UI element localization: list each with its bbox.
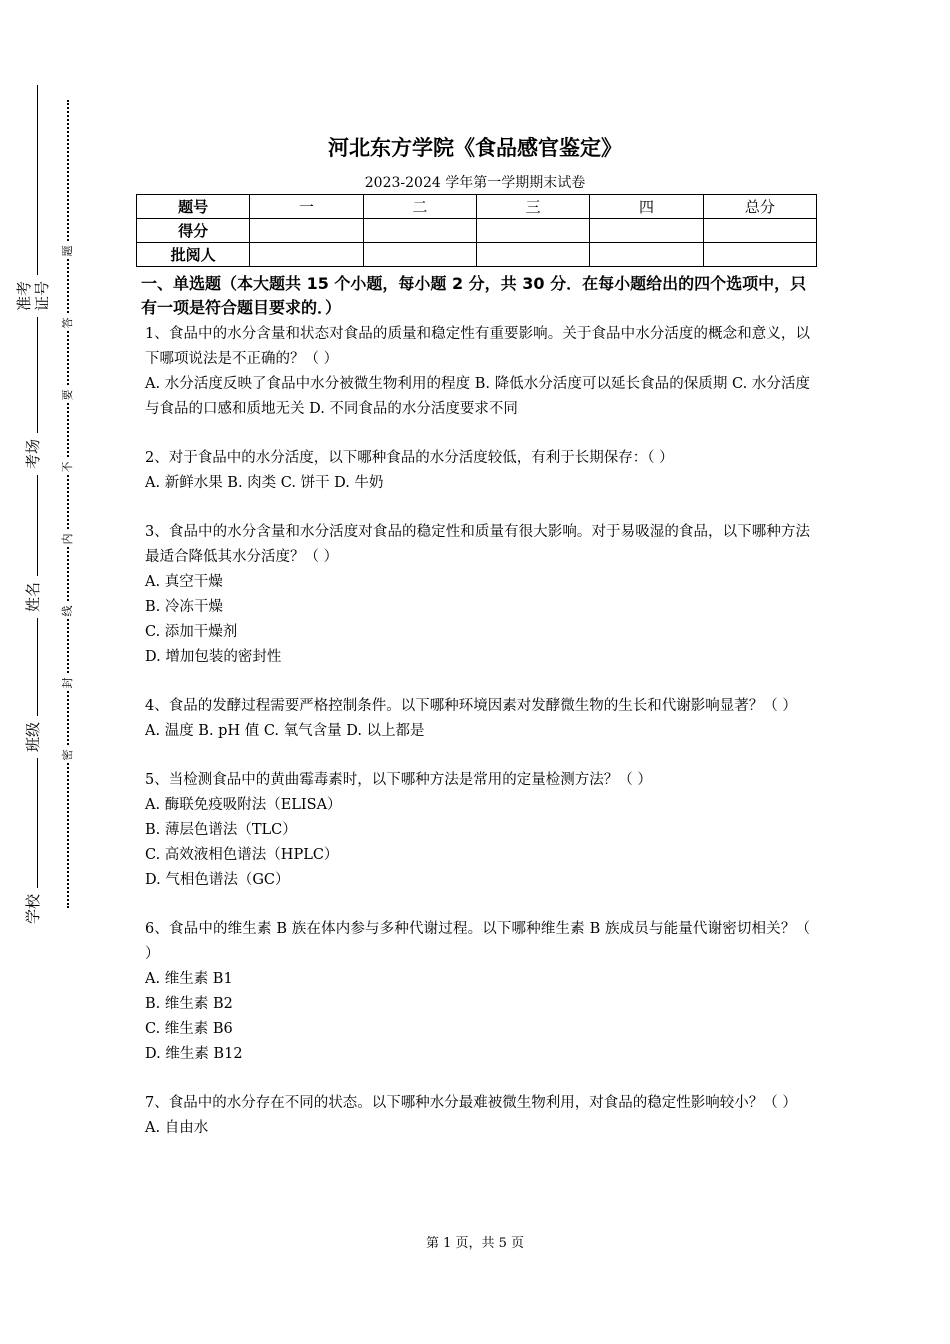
seal-char: 要 — [61, 387, 75, 403]
seal-char: 不 — [61, 459, 75, 475]
seal-char: 封 — [61, 675, 75, 691]
school-label: 学校 — [24, 888, 42, 930]
score-header-cell: 二 — [363, 195, 476, 219]
question-option: D. 增加包装的密封性 — [145, 649, 282, 665]
question-text: 2、对于食品中的水分活度，以下哪种食品的水分活度较低，有利于长期保存：（ ） — [145, 450, 674, 466]
score-header-cell: 三 — [476, 195, 589, 219]
exam-id-label: 准考证号 — [15, 275, 51, 317]
score-cell[interactable] — [250, 219, 363, 243]
question-text: 4、食品的发酵过程需要严格控制条件。以下哪种环境因素对发酵微生物的生长和代谢影响显著？（ ） — [145, 698, 797, 714]
question-option: B. 维生素 B2 — [145, 996, 233, 1012]
reviewer-row-label: 批阅人 — [137, 243, 250, 267]
score-cell[interactable] — [476, 219, 589, 243]
question-text: 1、食品中的水分含量和状态对食品的质量和稳定性有重要影响。关于食品中水分活度的概念和意义，以下哪项说法是不正确的？（ ） — [145, 326, 810, 367]
question-2 — [145, 446, 810, 496]
question-text: 5、当检测食品中的黄曲霉毒素时，以下哪种方法是常用的定量检测方法？（ ） — [145, 772, 652, 788]
score-table-header-row — [137, 195, 817, 219]
question-option: A. 温度 B. pH 值 C. 氧气含量 D. 以上都是 — [145, 723, 425, 739]
question-option: B. 冷冻干燥 — [145, 599, 223, 615]
seal-char: 密 — [61, 747, 75, 763]
question-option: D. 维生素 B12 — [145, 1046, 243, 1062]
exam-content — [141, 272, 810, 1165]
score-cell[interactable] — [703, 219, 816, 243]
reviewer-cell[interactable] — [476, 243, 589, 267]
question-option: A. 酶联免疫吸附法（ELISA） — [145, 797, 342, 813]
class-label: 班级 — [24, 716, 42, 758]
question-option: B. 薄层色谱法（TLC） — [145, 822, 297, 838]
question-option: C. 添加干燥剂 — [145, 624, 238, 640]
reviewer-cell[interactable] — [250, 243, 363, 267]
question-option: C. 维生素 B6 — [145, 1021, 233, 1037]
question-4 — [145, 694, 810, 744]
section-title: 一、单选题（本大题共 15 个小题，每小题 2 分，共 30 分．在每小题给出的四个选项中，只有一项是符合题目要求的．） — [141, 274, 807, 317]
exam-room-label: 考场 — [24, 433, 42, 475]
question-text: 3、食品中的水分含量和水分活度对食品的稳定性和质量有很大影响。对于易吸湿的食品，以下哪种方法最适合降低其水分活度？（ ） — [145, 524, 810, 565]
question-option: A. 新鲜水果 B. 肉类 C. 饼干 D. 牛奶 — [145, 475, 384, 491]
question-option: A. 水分活度反映了食品中水分被微生物利用的程度 B. 降低水分活度可以延长食品的保质期 C. 水分活度与食品的口感和质地无关 D. 不同食品的水分活度要求不同 — [145, 376, 810, 417]
score-header-cell: 题号 — [137, 195, 250, 219]
question-text: 7、食品中的水分存在不同的状态。以下哪种水分最难被微生物利用，对食品的稳定性影响较小？（ ） — [145, 1095, 797, 1111]
name-label: 姓名 — [24, 576, 42, 618]
question-option: C. 高效液相色谱法（HPLC） — [145, 847, 339, 863]
page-footer: 第 1 页，共 5 页 — [425, 1236, 525, 1251]
score-table — [136, 194, 817, 267]
binding-line — [37, 85, 38, 920]
exam-title: 河北东方学院《食品感官鉴定》 — [328, 136, 622, 160]
question-option: D. 气相色谱法（GC） — [145, 872, 290, 888]
question-1 — [145, 322, 810, 422]
reviewer-cell[interactable] — [363, 243, 476, 267]
question-7 — [145, 1091, 810, 1141]
question-3 — [145, 520, 810, 670]
question-text: 6、食品中的维生素 B 族在体内参与多种代谢过程。以下哪种维生素 B 族成员与能量代谢密切相关？（ ） — [145, 921, 810, 962]
question-5 — [145, 768, 810, 893]
seal-dotted-line — [67, 100, 69, 908]
score-row-label: 得分 — [137, 219, 250, 243]
reviewer-row — [137, 243, 817, 267]
score-row — [137, 219, 817, 243]
question-option: A. 真空干燥 — [145, 574, 223, 590]
score-header-cell: 四 — [590, 195, 703, 219]
seal-char: 线 — [61, 603, 75, 619]
score-cell[interactable] — [590, 219, 703, 243]
score-header-cell: 总分 — [703, 195, 816, 219]
question-option: A. 维生素 B1 — [145, 971, 233, 987]
question-6 — [145, 917, 810, 1067]
seal-char: 题 — [61, 243, 75, 259]
score-header-cell: 一 — [250, 195, 363, 219]
reviewer-cell[interactable] — [590, 243, 703, 267]
exam-subtitle: 2023-2024 学年第一学期期末试卷 — [364, 175, 586, 191]
reviewer-cell[interactable] — [703, 243, 816, 267]
question-option: A. 自由水 — [145, 1120, 209, 1136]
score-cell[interactable] — [363, 219, 476, 243]
seal-char: 答 — [61, 315, 75, 331]
seal-char: 内 — [61, 531, 75, 547]
